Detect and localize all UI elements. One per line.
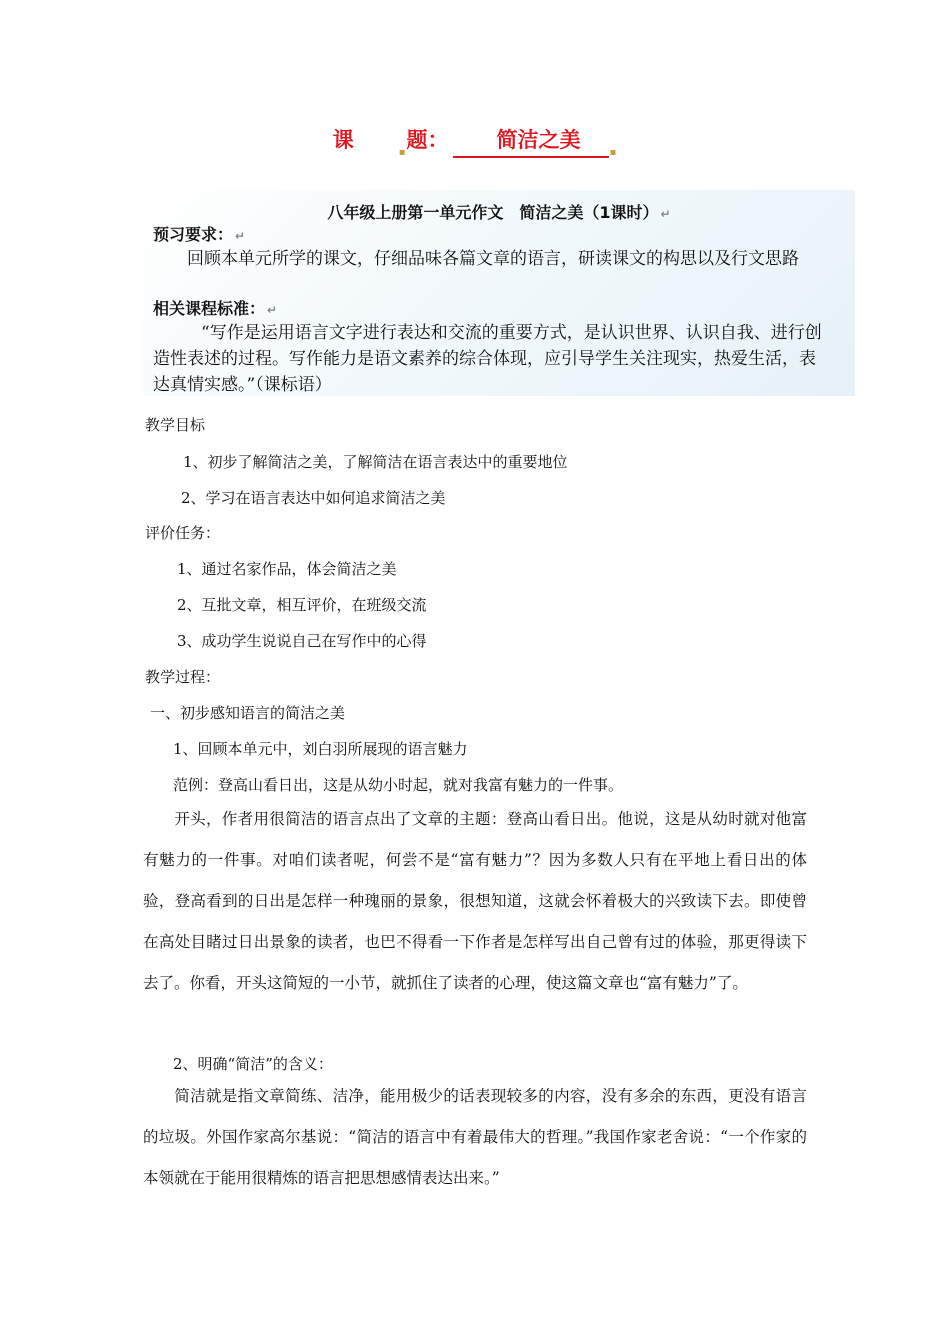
standard-text: “写作是运用语言文字进行表达和交流的重要方式，是认识世界、认识自我、进行创造性表述的过程。写作能力是语文素养的综合体现，应引导学生关注现实，热爱生活，表达真情实感。”（课标语）	[153, 323, 822, 395]
preview-box	[143, 190, 855, 396]
task-item: 3、成功学生说说自己在写作中的心得	[177, 632, 427, 650]
standard-label: 相关课程标准： ↵	[153, 299, 278, 318]
format-mark-icon: ▪	[398, 147, 406, 158]
preview-label: 预习要求： ↵	[153, 225, 246, 244]
title-label: 课	[332, 128, 354, 152]
title-label-2: 题：	[406, 128, 449, 152]
paragraph: 简洁就是指文章简练、洁净，能用极少的话表现较多的内容，没有多余的东西，更没有语言的垃圾。外国作家高尔基说：“简洁的语言中有着最伟大的哲理。”我国作家老舍说：“一个作家的本领就在于能用很精炼的语言把思想感情表达出来。”	[143, 1087, 807, 1187]
title-topic: 简洁之美	[453, 124, 609, 158]
example-text: 范例：登高山看日出，这是从幼小时起，就对我富有魅力的一件事。	[173, 776, 624, 794]
tasks-heading: 评价任务：	[145, 524, 221, 542]
step-item: 1、回顾本单元中，刘白羽所展现的语言魅力	[173, 740, 468, 758]
return-mark-icon: ↵	[235, 229, 246, 243]
goal-item: 2、学习在语言表达中如何追求简洁之美	[181, 489, 446, 507]
step-item: 2、明确“简洁”的含义：	[173, 1055, 333, 1073]
task-item: 1、通过名家作品，体会简洁之美	[177, 560, 397, 578]
return-mark-icon: ↵	[660, 207, 671, 221]
goal-item: 1、初步了解简洁之美，了解简洁在语言表达中的重要地位	[183, 453, 568, 471]
section-heading: 一、初步感知语言的简洁之美	[150, 704, 346, 722]
page-title	[0, 124, 950, 158]
paragraph: 开头，作者用很简洁的语言点出了文章的主题：登高山看日出。他说，这是从幼时就对他富有魅力的一件事。对咱们读者呢，何尝不是“富有魅力”？因为多数人只有在平地上看日出的体验，登高看到的日出是怎样一种瑰丽的景象，很想知道，这就会怀着极大的兴致读下去。即使曾在高处目睹过日出景象的读者，也巴不得看一下作者是怎样写出自己曾有过的体验，那更得读下去了。你看，开头这简短的一小节，就抓住了读者的心理，使这篇文章也“富有魅力”了。	[143, 810, 807, 992]
goals-heading: 教学目标	[145, 416, 206, 434]
task-item: 2、互批文章，相互评价，在班级交流	[177, 596, 427, 614]
process-heading: 教学过程：	[145, 668, 221, 686]
return-mark-icon: ↵	[267, 303, 278, 317]
preview-text: 回顾本单元所学的课文，仔细品味各篇文章的语言，研读课文的构思以及行文思路	[187, 249, 799, 269]
format-mark-icon: ▪	[609, 147, 617, 158]
unit-heading: 八年级上册第一单元作文 简洁之美（1课时） ↵	[327, 203, 671, 222]
